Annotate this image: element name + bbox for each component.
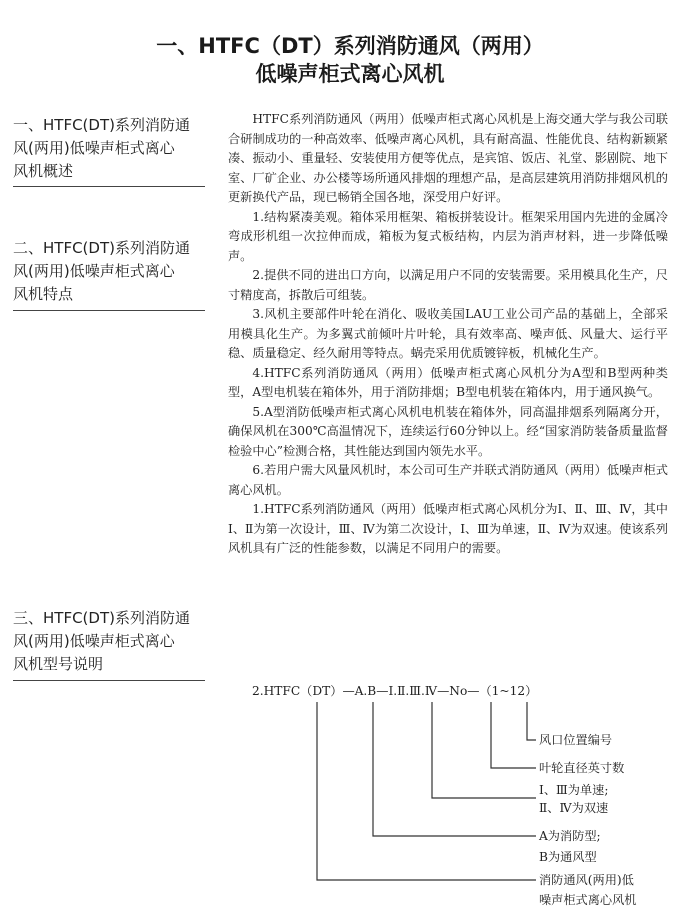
feature-paragraph-5: 5.A型消防低噪声柜式离心风机电机装在箱体外，同高温排烟系列隔离分开，确保风机在300℃高温情况下，连续运行60分钟以上。经“国家消防装备质量监督检验中心”检测合格，其性能达到国内领先水平。	[228, 404, 668, 458]
leader-line-outlet	[527, 702, 536, 740]
section-heading-model	[13, 607, 205, 676]
label-series-name-1: 消防通风(两用)低	[539, 873, 634, 887]
model-paragraph-1: 1.HTFC系列消防通风（两用）低噪声柜式离心风机分为Ⅰ、Ⅱ、Ⅲ、Ⅳ，其中Ⅰ、Ⅱ为第一次设计，Ⅲ、Ⅳ为第二次设计，Ⅰ、Ⅲ为单速，Ⅱ、Ⅳ为双速。使该系列风机具有广泛的性能参数，以满足不同用户的需要。	[228, 502, 668, 555]
feature-paragraph-4: 4.HTFC系列消防通风（两用）低噪声柜式离心风机分为A型和B型两种类型，A型电机装在箱体外，用于消防排烟；B型电机装在箱体内，用于通风换气。	[228, 365, 668, 399]
label-single-speed: Ⅰ、Ⅲ为单速;	[539, 783, 609, 797]
overview-paragraph: HTFC系列消防通风（两用）低噪声柜式离心风机是上海交通大学与我公司联合研制成功的一种高效率、低噪声离心风机，具有耐高温、性能优良、结构新颖紧凑、振动小、重量轻、安装使用方便等优点，是宾馆、饭店、礼堂、影剧院、地下室、厂矿企业、办公楼等场所通风排烟的理想产品，是高层建筑用消防排烟风机的更新换代产品，现已畅销全国各地，深受用户好评。	[228, 112, 668, 204]
label-fire-type: A为消防型;	[539, 829, 601, 843]
section-heading-line: 二、HTFC(DT)系列消防通	[13, 239, 190, 257]
section-divider	[13, 680, 205, 681]
label-dual-speed: Ⅱ、Ⅳ为双速	[539, 801, 609, 815]
label-impeller-diameter: 叶轮直径英寸数	[539, 761, 625, 775]
section-heading-line: 风(两用)低噪声柜式离心	[13, 262, 175, 280]
section-heading-overview	[13, 114, 205, 183]
feature-paragraph-6: 6.若用户需大风量风机时，本公司可生产并联式消防通风（两用）低噪声柜式离心风机。	[228, 463, 668, 497]
label-outlet-position: 风口位置编号	[539, 733, 613, 747]
section-heading-line: 风机概述	[13, 162, 74, 180]
label-ventilation-type: B为通风型	[539, 850, 597, 864]
section-heading-line: 三、HTFC(DT)系列消防通	[13, 609, 190, 627]
leader-line-speed	[432, 702, 536, 798]
page-subtitle: 低噪声柜式离心风机	[255, 62, 445, 86]
body-text	[228, 110, 668, 559]
label-series-name-2: 噪声柜式离心风机	[539, 893, 637, 907]
page-title: 一、HTFC（DT）系列消防通风（两用）	[156, 34, 544, 58]
leader-line-impeller	[491, 702, 536, 768]
model-code-formula: 2.HTFC（DT）—A.B—Ⅰ.Ⅱ.Ⅲ.Ⅳ—No—（1~12）	[252, 684, 538, 698]
feature-paragraph-1: 1.结构紧凑美观。箱体采用框架、箱板拼装设计。框架采用国内先进的金属冷弯成形机组一次拉伸而成，箱板为复式板结构，内层为消声材料，进一步降低噪声。	[228, 209, 668, 263]
section-divider	[13, 310, 205, 311]
leader-line-series	[317, 702, 536, 880]
section-heading-line: 一、HTFC(DT)系列消防通	[13, 116, 190, 134]
feature-paragraph-2: 2.提供不同的进出口方向，以满足用户不同的安装需要。采用模具化生产，尺寸精度高，拆散后可组装。	[228, 268, 668, 302]
section-heading-line: 风机型号说明	[13, 655, 104, 673]
section-heading-features	[13, 237, 205, 306]
section-heading-line: 风机特点	[13, 285, 74, 303]
feature-paragraph-3: 3.风机主要部件叶轮在消化、吸收美国LAU工业公司产品的基础上，全部采用模具化生产。为多翼式前倾叶片叶轮，具有效率高、噪声低、风量大、运行平稳、质量稳定、经久耐用等特点。蜗壳采用优质镀锌板，机械化生产。	[228, 307, 668, 360]
leader-line-type	[373, 702, 536, 836]
section-heading-line: 风(两用)低噪声柜式离心	[13, 139, 175, 157]
section-heading-line: 风(两用)低噪声柜式离心	[13, 632, 175, 650]
section-divider	[13, 186, 205, 187]
